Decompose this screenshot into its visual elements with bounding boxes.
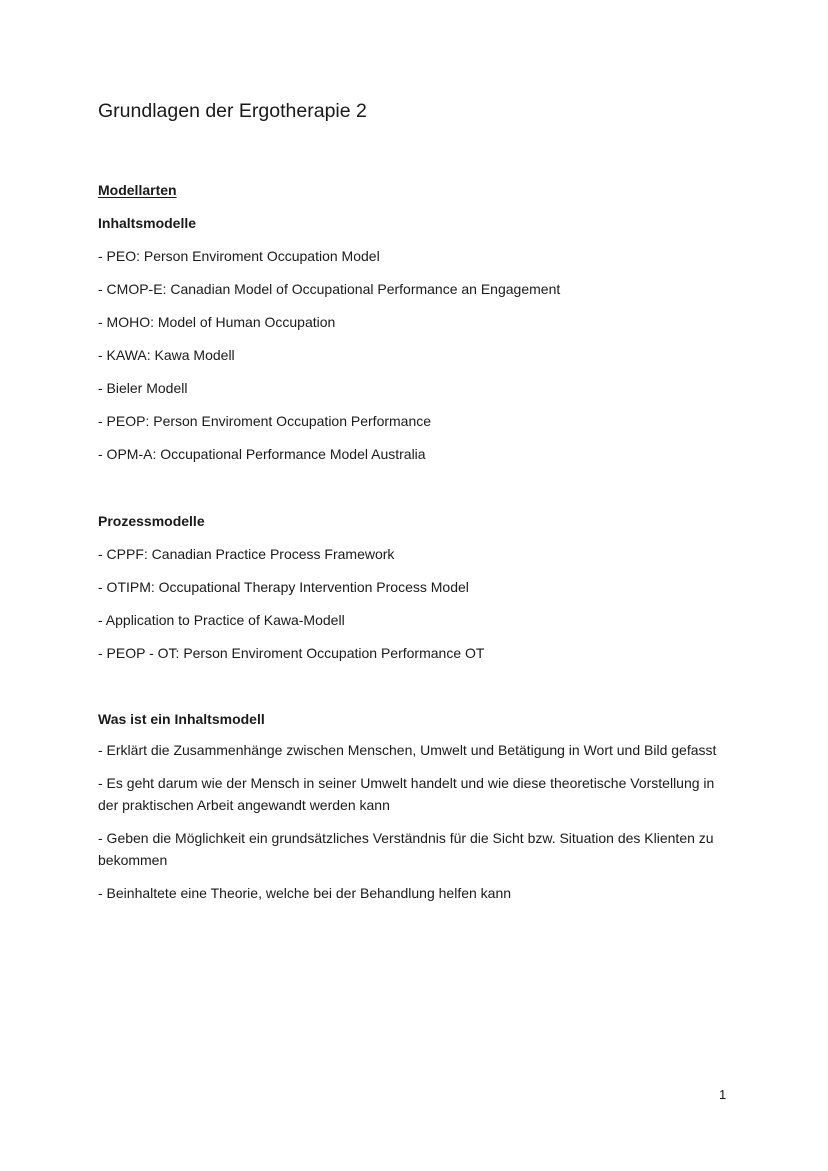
list-item: - OTIPM: Occupational Therapy Intervention Process Model <box>98 579 469 595</box>
list-item: - KAWA: Kawa Modell <box>98 347 235 363</box>
list-inhaltsmodelle <box>98 247 738 463</box>
list-was-ist-inhaltsmodell <box>98 739 738 904</box>
heading-prozessmodelle: Prozessmodelle <box>98 513 205 529</box>
list-item: - MOHO: Model of Human Occupation <box>98 314 336 330</box>
heading-modellarten: Modellarten <box>98 182 177 198</box>
list-item: - PEOP - OT: Person Enviroment Occupation Performance OT <box>98 645 485 661</box>
list-item: - PEO: Person Enviroment Occupation Model <box>98 248 380 264</box>
heading-inhaltsmodelle: Inhaltsmodelle <box>98 215 197 231</box>
list-item: - Erklärt die Zusammenhänge zwischen Menschen, Umwelt und Betätigung in Wort und Bild gefasst <box>98 742 717 758</box>
list-item: - Application to Practice of Kawa-Modell <box>98 612 345 628</box>
list-item: - Beinhaltete eine Theorie, welche bei der Behandlung helfen kann <box>98 885 512 901</box>
section-modellarten <box>98 181 738 463</box>
section-prozessmodelle <box>98 512 738 662</box>
section-was-ist-inhaltsmodell <box>98 710 738 904</box>
list-item: - OPM-A: Occupational Performance Model Australia <box>98 446 426 462</box>
list-prozessmodelle <box>98 545 738 662</box>
page-number: 1 <box>719 1087 727 1102</box>
list-item: - Geben die Möglichkeit ein grundsätzliches Verständnis für die Sicht bzw. Situation des Klienten zu bekommen <box>98 830 714 868</box>
heading-was-ist-inhaltsmodell: Was ist ein Inhaltsmodell <box>98 711 265 727</box>
document-title: Grundlagen der Ergotherapie 2 <box>98 100 367 122</box>
list-item: - CMOP-E: Canadian Model of Occupational Performance an Engagement <box>98 281 561 297</box>
list-item: - Bieler Modell <box>98 380 188 396</box>
list-item: - PEOP: Person Enviroment Occupation Performance <box>98 413 432 429</box>
list-item: - Es geht darum wie der Mensch in seiner Umwelt handelt und wie diese theoretische Vorstellung in der praktischen Arbeit angewandt werden kann <box>98 775 715 813</box>
list-item: - CPPF: Canadian Practice Process Framework <box>98 546 395 562</box>
